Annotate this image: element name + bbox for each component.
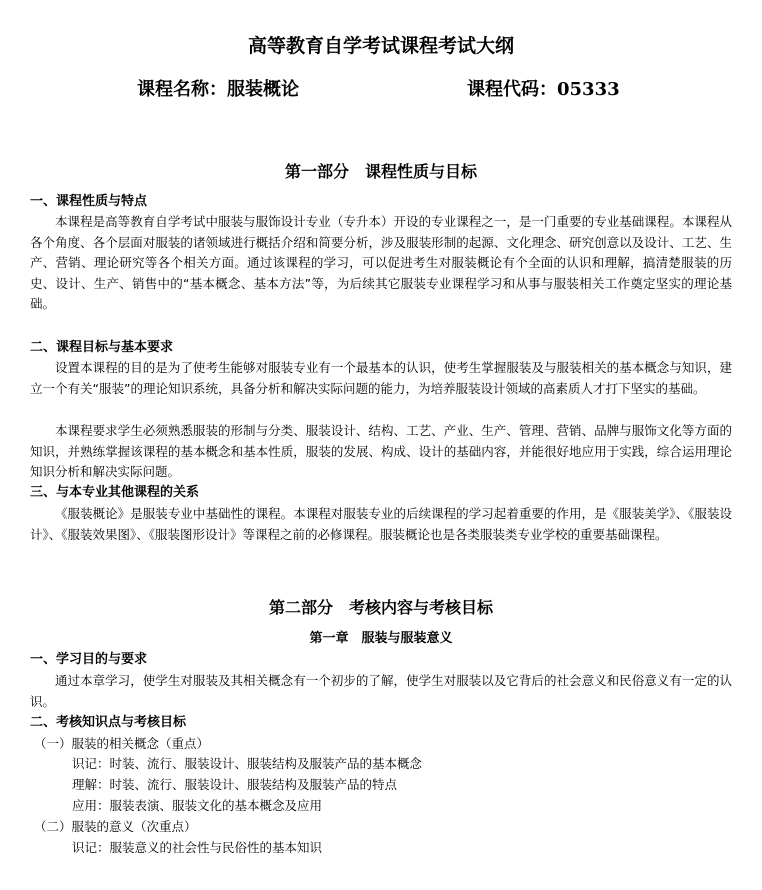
section-heading-study-goals: 一、学习目的与要求	[30, 652, 148, 667]
concepts-understand: 理解：时装、流行、服装设计、服装结构及服装产品的特点	[72, 777, 398, 792]
section-heading-goals: 二、课程目标与基本要求	[30, 340, 174, 355]
section-heading-assessment: 二、考核知识点与考核目标	[30, 715, 187, 730]
subsection-concepts: （一）服装的相关概念（重点）	[34, 736, 210, 751]
document-title: 高等教育自学考试课程考试大纲	[247, 35, 514, 57]
paragraph-nature: 本课程是高等教育自学考试中服装与服饰设计专业（专升本）开设的专业课程之一，是一门重要的专业基础课程。本课程从各个角度、各个层面对服装的诸领域进行概括介绍和简要分析，涉及服装形制的起源、文化理念、研究创意以及设计、工艺、生产、营销、理论研究等各个相关方面。通过该课程的学习，可以促进考生对服装概论有个全面的认识和理解，搞清楚服装的历史、设计、生产、销售中的“基本概念、基本方法”等，为后续其它服装专业课程学习和从事与服装相关工作奠定坚实的理论基础。	[30, 214, 732, 312]
paragraph-study-goals: 通过本章学习，使学生对服装及其相关概念有一个初步的了解，使学生对服装以及它背后的社会意义和民俗意义有一定的认识。	[30, 673, 732, 709]
concepts-memorize: 识记：时装、流行、服装设计、服装结构及服装产品的基本概念	[72, 756, 423, 771]
paragraph-goals-2: 本课程要求学生必须熟悉服装的形制与分类、服装设计、结构、工艺、产业、生产、管理、营销、品牌与服饰文化等方面的知识，并熟练掌握该课程的基本概念和基本性质，服装的发展、构成、设计的基础内容，并能很好地应用于实践，综合运用理论知识分析和解决实际问题。	[30, 423, 732, 480]
meaning-memorize: 识记：服装意义的社会性与民俗性的基本知识	[72, 840, 323, 855]
part1-title: 第一部分 课程性质与目标	[284, 162, 477, 181]
section-heading-nature: 一、课程性质与特点	[30, 194, 148, 209]
paragraph-goals-1: 设置本课程的目的是为了使考生能够对服装专业有一个最基本的认识，使考生掌握服装及与服装相关的基本概念与知识，建立一个有关“服装”的理论知识系统，具备分析和解决实际问题的能力，为培养服装设计领域的高素质人才打下坚实的基础。	[30, 360, 732, 396]
course-code: 课程代码：05333	[467, 79, 620, 100]
paragraph-relations: 《服装概论》是服装专业中基础性的课程。本课程对服装专业的后续课程的学习起着重要的作用，是《服装美学》、《服装设计》、《服装效果图》、《服装图形设计》等课程之前的必修课程。服装概论也是各类服装类专业学校的重要基础课程。	[30, 506, 732, 542]
section-heading-relations: 三、与本专业其他课程的关系	[30, 485, 200, 500]
part2-title: 第二部分 考核内容与考核目标	[268, 598, 493, 617]
concepts-apply: 应用：服装表演、服装文化的基本概念及应用	[72, 798, 323, 813]
course-info	[0, 78, 762, 104]
subsection-meaning: （二）服装的意义（次重点）	[34, 819, 197, 834]
course-name: 课程名称：服装概论	[137, 79, 299, 100]
chapter1-title: 第一章 服装与服装意义	[309, 631, 453, 646]
